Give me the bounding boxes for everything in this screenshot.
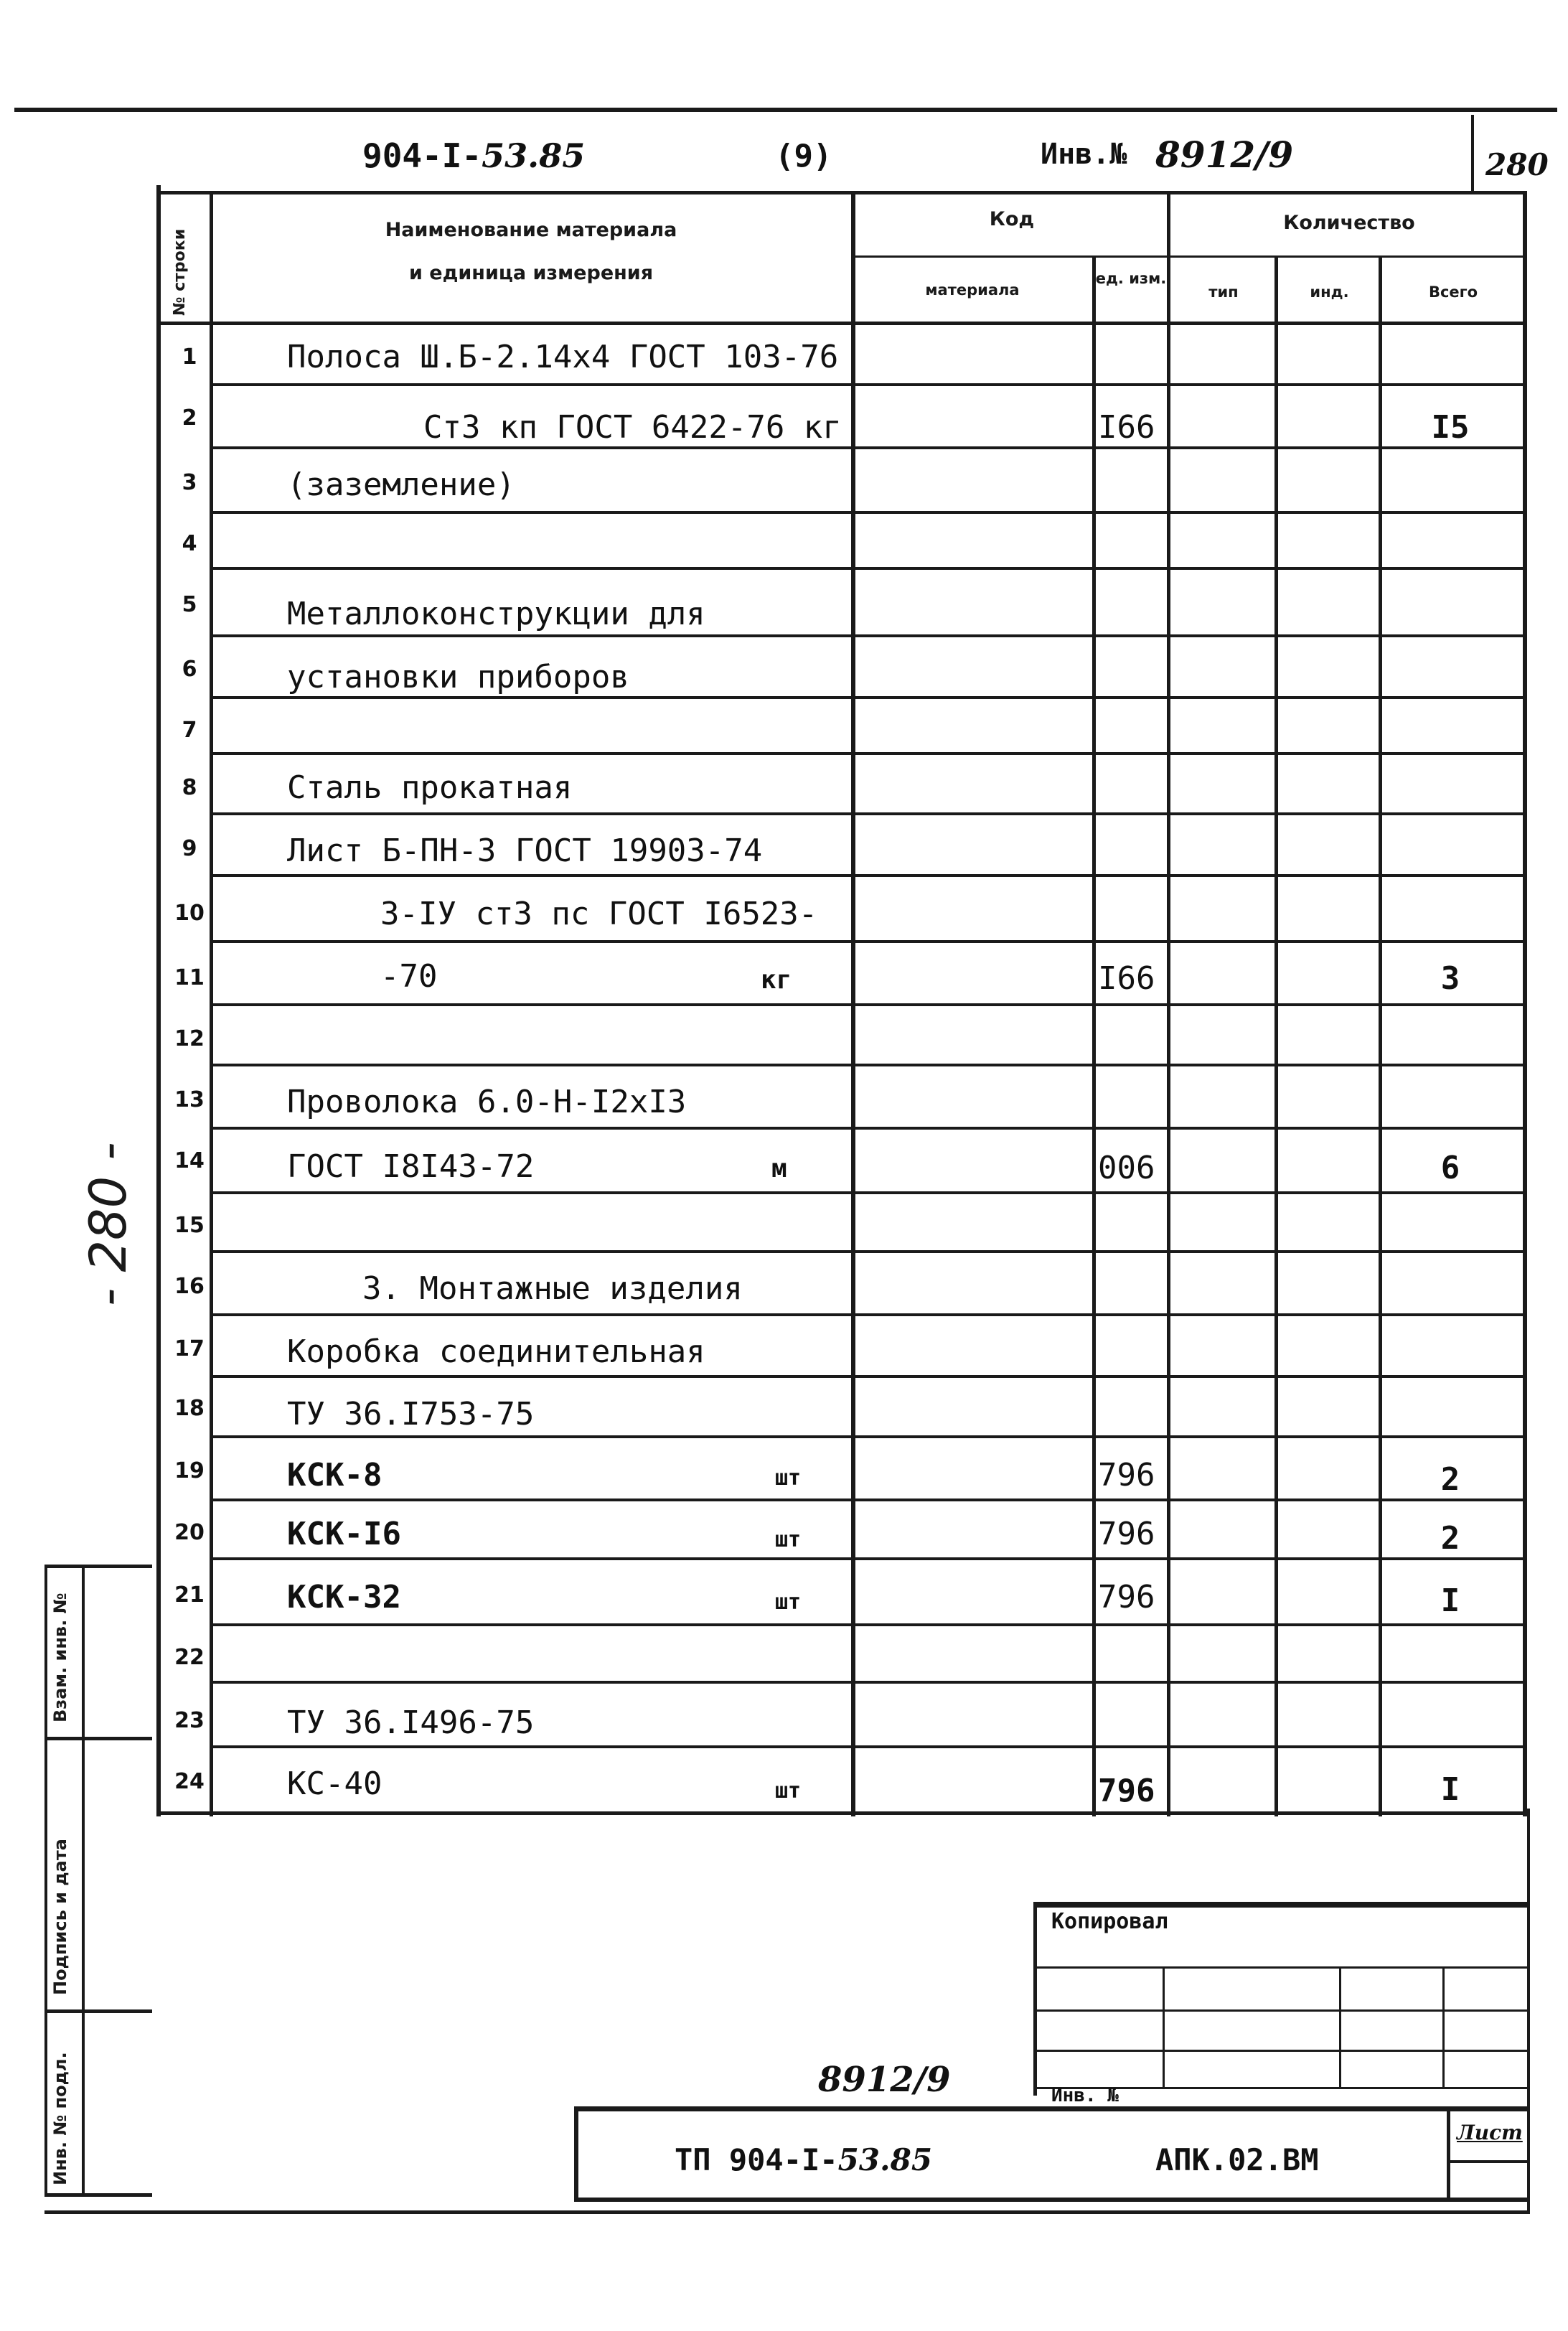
row-name: Проволока 6.0-Н-I2хI3 (287, 1084, 687, 1120)
name-header-line2: и единица измерения (408, 262, 654, 284)
drawing-code: АПК.02.ВМ (1155, 2142, 1319, 2177)
left-table-border (156, 185, 161, 1816)
total-qty: I5 (1431, 409, 1470, 446)
unit-code: 006 (1098, 1150, 1155, 1186)
unit-code: I66 (1098, 409, 1155, 446)
row-number: 1 (182, 344, 197, 370)
row-name: Металлоконструкции для (287, 596, 705, 632)
inventory-label: Инв.№ (1041, 138, 1127, 171)
row-unit: шт (775, 1778, 802, 1804)
row-name: -70 (380, 958, 438, 995)
row-name: 3-IУ ст3 пс ГОСТ I6523- (380, 896, 818, 932)
row-name: Ст3 кп ГОСТ 6422-76 кг (423, 409, 842, 446)
top-border (14, 108, 1557, 112)
vzam-inv-label: Взам. инв. № (50, 1593, 70, 1722)
row-name: КСК-32 (287, 1579, 401, 1615)
total-qty: 2 (1440, 1461, 1460, 1498)
total-qty: 3 (1440, 960, 1460, 997)
row-unit: шт (775, 1527, 802, 1552)
sheet-index: (9) (775, 138, 832, 174)
tp-code-printed: ТП 904-I- (675, 2142, 838, 2177)
row-number: 16 (174, 1274, 205, 1299)
row-name: Лист Б-ПН-3 ГОСТ 19903-74 (287, 832, 763, 869)
row-name: ГОСТ I8I43-72 (287, 1148, 535, 1185)
unit-code: 796 (1098, 1457, 1155, 1493)
doc-number (362, 136, 585, 175)
total-qty: 6 (1440, 1150, 1460, 1186)
row-number: 9 (182, 836, 197, 861)
row-number: 17 (174, 1336, 205, 1361)
unit-code: I66 (1098, 960, 1155, 997)
row-unit: кг (761, 965, 792, 995)
row-number: 23 (174, 1708, 205, 1733)
name-header-line1: Наименование материала (385, 219, 677, 241)
doc-number-printed: 904-I- (362, 136, 482, 175)
unit-code-header: ед. изм. (1095, 270, 1167, 287)
row-number-header: № строки (171, 228, 189, 316)
signature-date-label: Подпись и дата (50, 1839, 70, 1995)
total-qty: I (1440, 1582, 1460, 1619)
total-qty: I (1440, 1771, 1460, 1808)
row-number: 10 (174, 901, 205, 926)
sheet-label: Лист (1457, 2121, 1523, 2144)
row-name: КС-40 (287, 1765, 382, 1802)
unit-code: 796 (1098, 1773, 1155, 1809)
copied-label: Копировал (1051, 1909, 1168, 1934)
row-number: 22 (174, 1645, 205, 1670)
row-unit: шт (775, 1465, 802, 1491)
inv-podl-label: Инв. № подл. (50, 2052, 70, 2185)
row-number: 24 (174, 1769, 205, 1794)
row-name: ТУ 36.I753-75 (287, 1396, 535, 1432)
total-header: Всего (1428, 283, 1478, 301)
ind-header: инд. (1310, 283, 1349, 301)
row-number: 18 (174, 1396, 205, 1421)
tp-code (675, 2142, 932, 2177)
margin-page-number: - 280 - (79, 1142, 138, 1306)
row-name: Коробка соединительная (287, 1333, 705, 1370)
right-page-border (1527, 1809, 1530, 2210)
bottom-page-border (44, 2210, 1530, 2214)
table-bottom (156, 1811, 1527, 1815)
row-number: 4 (182, 531, 197, 556)
row-number: 7 (182, 718, 197, 743)
corner-number: 280 (1485, 147, 1549, 182)
stamp-hand-number: 8912/9 (818, 2060, 951, 2100)
row-number: 15 (174, 1213, 205, 1238)
row-name: Полоса Ш.Б-2.14х4 ГОСТ 103-76 (287, 339, 839, 375)
doc-number-handwritten: 53.85 (482, 136, 586, 175)
code-header: Код (989, 208, 1035, 230)
row-name: 3. Монтажные изделия (362, 1270, 743, 1307)
quantity-header: Количество (1283, 212, 1415, 234)
row-name: ТУ 36.I496-75 (287, 1704, 535, 1741)
row-unit: м (771, 1154, 787, 1183)
row-number: 19 (174, 1458, 205, 1483)
typ-header: тип (1208, 283, 1239, 301)
material-code-header: материала (925, 281, 1020, 299)
unit-code: 796 (1098, 1579, 1155, 1615)
row-name: Сталь прокатная (287, 769, 573, 806)
tp-code-handwritten: 53.85 (837, 2142, 933, 2177)
row-number: 8 (182, 775, 197, 800)
row-number: 13 (174, 1087, 205, 1112)
row-name: установки приборов (287, 659, 629, 695)
row-number: 5 (182, 592, 197, 617)
total-qty: 2 (1440, 1520, 1460, 1557)
typ-ind-divider (1274, 255, 1278, 1816)
row-name: КСК-8 (287, 1457, 382, 1493)
row-number: 12 (174, 1026, 205, 1051)
unit-code: 796 (1098, 1516, 1155, 1552)
row-number: 2 (182, 405, 197, 431)
row-number: 6 (182, 657, 197, 682)
row-number: 21 (174, 1582, 205, 1608)
row-number: 20 (174, 1520, 205, 1545)
row-number: 3 (182, 470, 197, 495)
row-number: 14 (174, 1148, 205, 1173)
row-number: 11 (174, 965, 205, 990)
corner-divider (1471, 115, 1474, 194)
row-name: (заземление) (287, 466, 515, 503)
row-name: КСК-I6 (287, 1516, 401, 1552)
row-unit: шт (775, 1590, 802, 1615)
inventory-number: 8912/9 (1155, 133, 1294, 176)
material-unit-divider (1092, 255, 1096, 1816)
inv-no-label: Инв. № (1051, 2085, 1119, 2106)
